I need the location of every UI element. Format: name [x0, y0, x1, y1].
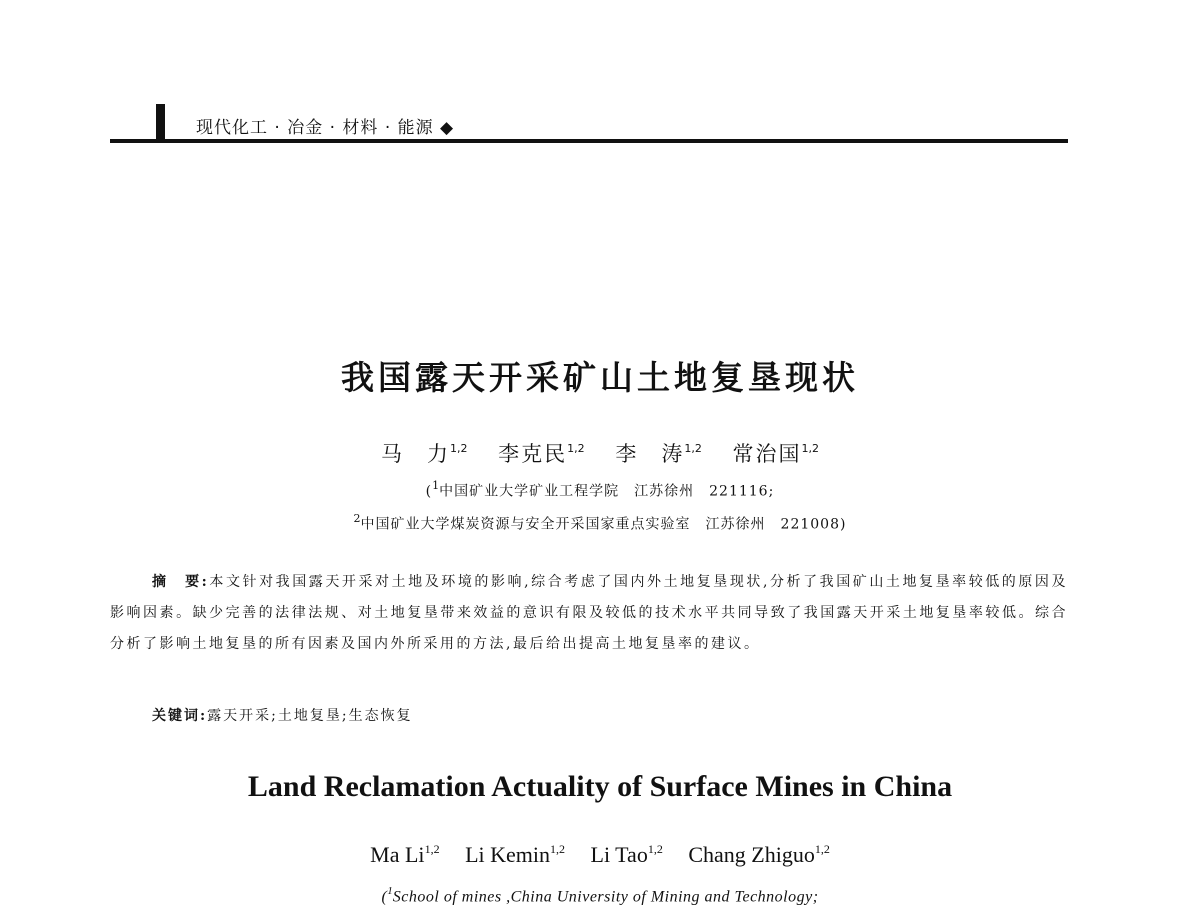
affil-sup: 2	[353, 512, 361, 525]
author-en	[688, 842, 830, 867]
keywords-label: 关键词:	[152, 708, 208, 724]
author-cn	[381, 442, 468, 466]
affil-text: 中国矿业大学煤炭资源与安全开采国家重点实验室 江苏徐州 221008)	[360, 516, 847, 533]
author-sup: 1,2	[801, 442, 820, 455]
affil-prefix: (	[381, 888, 388, 906]
affil-text: 中国矿业大学矿业工程学院 江苏徐州 221116;	[439, 483, 775, 500]
author-name: 李克民	[498, 442, 568, 466]
author-sup: 1,2	[550, 841, 565, 856]
affil-text: School of mines ,China University of Mining and Technology;	[392, 888, 819, 906]
author-sup: 1,2	[814, 841, 830, 856]
abstract-label: 摘 要:	[152, 574, 210, 590]
header-bar	[156, 104, 165, 139]
abstract	[110, 567, 1068, 660]
abstract-text: 本文针对我国露天开采对土地及环境的影响,综合考虑了国内外土地复垦现状,分析了我国矿山土地复垦率较低的原因及影响因素。缺少完善的法律法规、对土地复垦带来效益的意识有限及较低的技术水平共同导致了我国露天开采土地复垦率较低。综合分析了影响土地复垦的所有因素及国内外所采用的方法,最后给出提高土地复垦率的建议。	[110, 574, 1068, 652]
title-cn: 我国露天开采矿山土地复垦现状	[341, 358, 859, 397]
author-name: Li Tao	[590, 842, 648, 867]
author-sup: 1,2	[647, 841, 663, 856]
author-name: 李 涛	[615, 442, 685, 466]
author-name: Chang Zhiguo	[688, 842, 815, 867]
affiliation-en	[0, 886, 1200, 906]
author-name: Li Kemin	[465, 842, 550, 867]
affiliation-cn-1	[0, 480, 1200, 501]
header-rule	[110, 139, 1068, 143]
affil-prefix: (	[425, 483, 433, 500]
author-en	[591, 842, 663, 867]
author-en	[465, 842, 565, 867]
title-en: Land Reclamation Actuality of Surface Mines in China	[247, 770, 953, 803]
author-en	[370, 842, 439, 867]
author-sup: 1,2	[424, 841, 440, 856]
authors-en	[0, 842, 1200, 868]
affiliation-cn-2	[0, 513, 1200, 534]
author-name: Ma Li	[370, 842, 425, 867]
author-cn	[733, 442, 820, 466]
author-name: 马 力	[380, 442, 450, 466]
author-name: 常治国	[732, 442, 802, 466]
keywords-text: 露天开采;土地复垦;生态恢复	[207, 708, 413, 724]
author-cn	[615, 442, 702, 466]
author-sup: 1,2	[567, 442, 585, 455]
affil-sup: 1	[387, 885, 393, 897]
author-sup: 1,2	[684, 442, 702, 455]
author-cn	[498, 442, 585, 466]
keywords	[152, 705, 413, 725]
author-sup: 1,2	[449, 442, 468, 455]
journal-header: 现代化工 · 冶金 · 材料 · 能源 ◆	[196, 118, 455, 138]
affil-sup: 1	[432, 479, 440, 492]
authors-cn	[0, 438, 1200, 468]
